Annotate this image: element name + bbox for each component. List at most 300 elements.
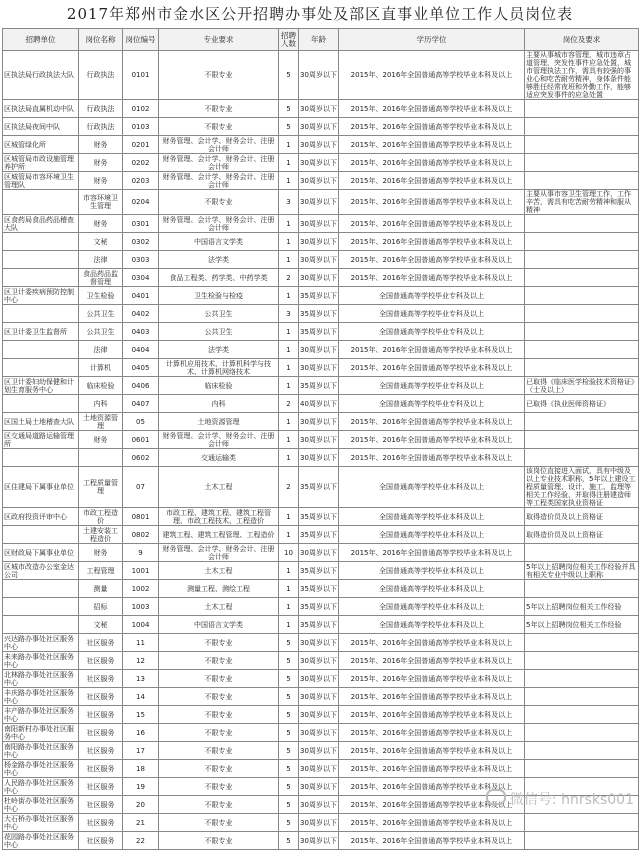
table-row bbox=[3, 580, 639, 598]
cell-major: 市政工程、建筑工程、建筑工程管理、市政工程技术、工程造价 bbox=[159, 508, 279, 526]
cell-age: 35周岁以下 bbox=[299, 616, 339, 634]
cell-education: 全国普通高等学校毕业本科及以上 bbox=[339, 467, 525, 508]
cell-education: 2015年、2016年全国普通高等学校毕业本科及以上 bbox=[339, 118, 525, 136]
cell-requirements bbox=[525, 251, 639, 269]
cell-age: 35周岁以下 bbox=[299, 562, 339, 580]
cell-requirements bbox=[525, 323, 639, 341]
cell-position: 财务 bbox=[79, 136, 123, 154]
cell-age: 30周岁以下 bbox=[299, 634, 339, 652]
cell-major: 不限专业 bbox=[159, 796, 279, 814]
cell-position: 测量 bbox=[79, 580, 123, 598]
col-header-unit: 招聘单位 bbox=[3, 29, 79, 51]
cell-count: 5 bbox=[279, 814, 299, 832]
cell-requirements bbox=[525, 215, 639, 233]
cell-requirements: 取得造价员及以上资格证 bbox=[525, 508, 639, 526]
cell-count: 5 bbox=[279, 742, 299, 760]
cell-education: 2015年、2016年全国普通高等学校毕业本科及以上 bbox=[339, 544, 525, 562]
cell-age: 30周岁以下 bbox=[299, 136, 339, 154]
cell-count: 1 bbox=[279, 377, 299, 395]
cell-unit: 花园路办事处社区服务中心 bbox=[3, 832, 79, 850]
cell-count: 2 bbox=[279, 395, 299, 413]
table-row bbox=[3, 215, 639, 233]
cell-requirements bbox=[525, 670, 639, 688]
cell-age: 30周岁以下 bbox=[299, 652, 339, 670]
cell-unit: 区财政局下属事业单位 bbox=[3, 544, 79, 562]
table-row bbox=[3, 706, 639, 724]
cell-education: 2015年、2016年全国普通高等学校毕业本科及以上 bbox=[339, 832, 525, 850]
cell-unit: 区城管局市容环境卫生管理队 bbox=[3, 172, 79, 190]
cell-count: 3 bbox=[279, 305, 299, 323]
table-row bbox=[3, 323, 639, 341]
table-row bbox=[3, 359, 639, 377]
cell-code: 0204 bbox=[123, 190, 159, 215]
cell-unit: 杜岭街办事处社区服务中心 bbox=[3, 796, 79, 814]
cell-count: 1 bbox=[279, 431, 299, 449]
cell-major: 财务管理、会计学、财务会计、注册会计师 bbox=[159, 172, 279, 190]
cell-major: 法学类 bbox=[159, 251, 279, 269]
cell-code: 15 bbox=[123, 706, 159, 724]
table-row bbox=[3, 670, 639, 688]
cell-requirements bbox=[525, 100, 639, 118]
cell-unit: 区住建局下属事业单位 bbox=[3, 467, 79, 508]
cell-requirements bbox=[525, 634, 639, 652]
cell-position: 公共卫生 bbox=[79, 305, 123, 323]
cell-unit: 区城管绿化所 bbox=[3, 136, 79, 154]
cell-unit bbox=[3, 251, 79, 269]
cell-major: 不限专业 bbox=[159, 652, 279, 670]
cell-requirements: 该岗位直接进入面试，具有中级及以上专业技术职称，5年以上建设工程质量管理、设计、施工、监理等相关工作经验，并取得注册建造师等工程类国家执业资格证 bbox=[525, 467, 639, 508]
cell-code: 14 bbox=[123, 688, 159, 706]
cell-requirements: 主要从事城市容管理，城市违章占道管理，突发性事件应急处置，城市管理执法工作，需具有较强的事业心和吃苦耐劳精神，身体条件能够胜任经常夜班和外勤工作，能够适应突发事件的应急处置 bbox=[525, 51, 639, 100]
cell-requirements bbox=[525, 154, 639, 172]
cell-unit: 区卫计委卫生监督所 bbox=[3, 323, 79, 341]
cell-count: 1 bbox=[279, 172, 299, 190]
table-row bbox=[3, 832, 639, 850]
cell-age: 35周岁以下 bbox=[299, 305, 339, 323]
cell-age: 30周岁以下 bbox=[299, 670, 339, 688]
cell-major: 不限专业 bbox=[159, 760, 279, 778]
cell-position: 市容环境卫生管理 bbox=[79, 190, 123, 215]
cell-major: 公共卫生 bbox=[159, 323, 279, 341]
cell-code: 07 bbox=[123, 467, 159, 508]
cell-unit bbox=[3, 305, 79, 323]
col-header-count: 招聘人数 bbox=[279, 29, 299, 51]
table-row bbox=[3, 413, 639, 431]
table-row bbox=[3, 814, 639, 832]
cell-requirements bbox=[525, 287, 639, 305]
cell-education: 2015年、2016年全国普通高等学校毕业本科及以上 bbox=[339, 706, 525, 724]
table-row bbox=[3, 526, 639, 544]
cell-unit bbox=[3, 190, 79, 215]
cell-major: 财务管理、会计学、财务会计、注册会计师 bbox=[159, 154, 279, 172]
cell-education: 2015年、2016年全国普通高等学校毕业本科及以上 bbox=[339, 670, 525, 688]
cell-code: 0304 bbox=[123, 269, 159, 287]
table-header-row bbox=[3, 29, 639, 51]
cell-code: 0404 bbox=[123, 341, 159, 359]
page-title: 2017年郑州市金水区公开招聘办事处及部区直事业单位工作人员岗位表 bbox=[66, 5, 574, 23]
cell-count: 5 bbox=[279, 51, 299, 100]
cell-unit: 北林路办事处社区服务中心 bbox=[3, 670, 79, 688]
cell-requirements: 5年以上招聘岗位相关工作经验并具有相关专业中级以上职称 bbox=[525, 562, 639, 580]
cell-count: 5 bbox=[279, 652, 299, 670]
cell-education: 2015年、2016年全国普通高等学校毕业本科及以上 bbox=[339, 251, 525, 269]
cell-count: 1 bbox=[279, 526, 299, 544]
cell-education: 2015年、2016年全国普通高等学校毕业本科及以上 bbox=[339, 634, 525, 652]
cell-age: 35周岁以下 bbox=[299, 508, 339, 526]
cell-education: 2015年、2016年全国普通高等学校毕业本科及以上 bbox=[339, 100, 525, 118]
cell-position: 行政执法 bbox=[79, 118, 123, 136]
cell-major: 食品工程类、药学类、中药学类 bbox=[159, 269, 279, 287]
table-row bbox=[3, 51, 639, 100]
cell-requirements bbox=[525, 359, 639, 377]
cell-age: 40周岁以下 bbox=[299, 395, 339, 413]
cell-requirements bbox=[525, 742, 639, 760]
cell-age: 30周岁以下 bbox=[299, 544, 339, 562]
cell-position: 卫生检验 bbox=[79, 287, 123, 305]
cell-unit: 区交通局道路运输管理所 bbox=[3, 431, 79, 449]
cell-education: 2015年、2016年全国普通高等学校毕业本科及以上 bbox=[339, 136, 525, 154]
cell-position: 法律 bbox=[79, 341, 123, 359]
cell-unit: 区国土局土地稽查大队 bbox=[3, 413, 79, 431]
cell-code: 1002 bbox=[123, 580, 159, 598]
cell-age: 30周岁以下 bbox=[299, 449, 339, 467]
cell-major: 土木工程 bbox=[159, 562, 279, 580]
cell-requirements bbox=[525, 172, 639, 190]
cell-code: 0402 bbox=[123, 305, 159, 323]
table-row bbox=[3, 136, 639, 154]
table-row bbox=[3, 233, 639, 251]
cell-education: 全国普通高等学校毕业本科及以上 bbox=[339, 598, 525, 616]
cell-code: 0401 bbox=[123, 287, 159, 305]
table-row bbox=[3, 377, 639, 395]
cell-code: 1001 bbox=[123, 562, 159, 580]
cell-code: 1003 bbox=[123, 598, 159, 616]
cell-major: 交通运输类 bbox=[159, 449, 279, 467]
cell-education: 2015年、2016年全国普通高等学校毕业本科及以上 bbox=[339, 814, 525, 832]
table-row bbox=[3, 341, 639, 359]
table-row bbox=[3, 269, 639, 287]
table-row bbox=[3, 395, 639, 413]
cell-major: 不限专业 bbox=[159, 634, 279, 652]
table-row bbox=[3, 760, 639, 778]
cell-education: 2015年、2016年全国普通高等学校毕业本科及以上 bbox=[339, 413, 525, 431]
cell-position: 社区服务 bbox=[79, 670, 123, 688]
cell-major: 不限专业 bbox=[159, 688, 279, 706]
cell-requirements bbox=[525, 233, 639, 251]
cell-education: 全国普通高等学校毕业专科及以上 bbox=[339, 323, 525, 341]
col-header-requirements: 岗位及要求 bbox=[525, 29, 639, 51]
cell-position: 土地资源管理 bbox=[79, 413, 123, 431]
cell-major: 土地资源管理 bbox=[159, 413, 279, 431]
cell-education: 2015年、2016年全国普通高等学校毕业本科及以上 bbox=[339, 215, 525, 233]
cell-education: 2015年、2016年全国普通高等学校毕业本科及以上 bbox=[339, 51, 525, 100]
table-body bbox=[3, 51, 639, 850]
cell-count: 5 bbox=[279, 100, 299, 118]
cell-education: 全国普通高等学校毕业专科及以上 bbox=[339, 395, 525, 413]
cell-unit bbox=[3, 449, 79, 467]
cell-unit bbox=[3, 233, 79, 251]
cell-education: 2015年、2016年全国普通高等学校毕业本科及以上 bbox=[339, 431, 525, 449]
cell-code: 13 bbox=[123, 670, 159, 688]
cell-position: 财务 bbox=[79, 154, 123, 172]
cell-count: 1 bbox=[279, 136, 299, 154]
cell-code: 9 bbox=[123, 544, 159, 562]
cell-position: 行政执法 bbox=[79, 51, 123, 100]
cell-age: 30周岁以下 bbox=[299, 688, 339, 706]
cell-age: 35周岁以下 bbox=[299, 323, 339, 341]
cell-major: 财务管理、会计学、财务会计、注册会计师 bbox=[159, 544, 279, 562]
cell-position: 社区服务 bbox=[79, 634, 123, 652]
cell-count: 1 bbox=[279, 233, 299, 251]
cell-position bbox=[79, 449, 123, 467]
cell-education: 2015年、2016年全国普通高等学校毕业本科及以上 bbox=[339, 449, 525, 467]
cell-count: 1 bbox=[279, 508, 299, 526]
cell-position: 法律 bbox=[79, 251, 123, 269]
cell-major: 不限专业 bbox=[159, 832, 279, 850]
cell-code: 12 bbox=[123, 652, 159, 670]
cell-age: 30周岁以下 bbox=[299, 413, 339, 431]
cell-education: 全国普通高等学校毕业专科及以上 bbox=[339, 305, 525, 323]
cell-code: 16 bbox=[123, 724, 159, 742]
cell-unit: 大石桥办事处社区服务中心 bbox=[3, 814, 79, 832]
positions-table bbox=[2, 28, 639, 850]
cell-unit: 区政府投资评审中心 bbox=[3, 508, 79, 526]
cell-age: 30周岁以下 bbox=[299, 742, 339, 760]
cell-age: 30周岁以下 bbox=[299, 341, 339, 359]
cell-requirements bbox=[525, 652, 639, 670]
cell-education: 全国普通高等学校毕业本科及以上 bbox=[339, 580, 525, 598]
cell-requirements bbox=[525, 832, 639, 850]
cell-education: 2015年、2016年全国普通高等学校毕业本科及以上 bbox=[339, 724, 525, 742]
cell-age: 35周岁以下 bbox=[299, 467, 339, 508]
col-header-code: 岗位编号 bbox=[123, 29, 159, 51]
table-row bbox=[3, 449, 639, 467]
col-header-position: 岗位名称 bbox=[79, 29, 123, 51]
table-row bbox=[3, 305, 639, 323]
cell-major: 不限专业 bbox=[159, 670, 279, 688]
cell-count: 5 bbox=[279, 796, 299, 814]
cell-unit bbox=[3, 269, 79, 287]
table-row bbox=[3, 118, 639, 136]
table-row bbox=[3, 688, 639, 706]
cell-major: 土木工程 bbox=[159, 467, 279, 508]
cell-position: 财务 bbox=[79, 172, 123, 190]
cell-code: 0407 bbox=[123, 395, 159, 413]
cell-unit: 人民路办事处社区服务中心 bbox=[3, 778, 79, 796]
cell-age: 30周岁以下 bbox=[299, 269, 339, 287]
cell-unit: 区城管局市政设施管理养护所 bbox=[3, 154, 79, 172]
watermark-text: 微信号: hnrsks001 bbox=[509, 792, 634, 808]
cell-code: 18 bbox=[123, 760, 159, 778]
cell-unit: 区执法局行政执法大队 bbox=[3, 51, 79, 100]
cell-education: 全国普通高等学校毕业专科及以上 bbox=[339, 377, 525, 395]
cell-position: 临床检验 bbox=[79, 377, 123, 395]
cell-requirements bbox=[525, 544, 639, 562]
cell-requirements bbox=[525, 760, 639, 778]
table-row bbox=[3, 100, 639, 118]
cell-age: 35周岁以下 bbox=[299, 598, 339, 616]
cell-position: 社区服务 bbox=[79, 724, 123, 742]
cell-major: 土木工程 bbox=[159, 598, 279, 616]
cell-position: 工程质量管理 bbox=[79, 467, 123, 508]
cell-requirements: 5年以上招聘岗位相关工作经验 bbox=[525, 598, 639, 616]
cell-count: 1 bbox=[279, 154, 299, 172]
cell-count: 1 bbox=[279, 449, 299, 467]
cell-education: 2015年、2016年全国普通高等学校毕业本科及以上 bbox=[339, 190, 525, 215]
cell-major: 不限专业 bbox=[159, 51, 279, 100]
cell-position: 文秘 bbox=[79, 233, 123, 251]
cell-major: 财务管理、会计学、财务会计、注册会计师 bbox=[159, 431, 279, 449]
cell-education: 全国普通高等学校毕业本科及以上 bbox=[339, 562, 525, 580]
cell-major: 不限专业 bbox=[159, 814, 279, 832]
cell-code: 0203 bbox=[123, 172, 159, 190]
cell-age: 30周岁以下 bbox=[299, 100, 339, 118]
cell-requirements bbox=[525, 413, 639, 431]
table-row bbox=[3, 190, 639, 215]
cell-code: 0602 bbox=[123, 449, 159, 467]
wechat-icon bbox=[486, 789, 506, 805]
table-row bbox=[3, 562, 639, 580]
cell-unit bbox=[3, 616, 79, 634]
cell-code: 0301 bbox=[123, 215, 159, 233]
cell-education: 全国普通高等学校毕业本科及以上 bbox=[339, 508, 525, 526]
cell-position: 社区服务 bbox=[79, 796, 123, 814]
table-row bbox=[3, 467, 639, 508]
cell-code: 05 bbox=[123, 413, 159, 431]
cell-unit: 区执法局直属机动中队 bbox=[3, 100, 79, 118]
cell-count: 5 bbox=[279, 724, 299, 742]
cell-code: 0406 bbox=[123, 377, 159, 395]
cell-education: 2015年、2016年全国普通高等学校毕业本科及以上 bbox=[339, 652, 525, 670]
cell-age: 35周岁以下 bbox=[299, 580, 339, 598]
cell-unit: 杨金路办事处社区服务中心 bbox=[3, 760, 79, 778]
cell-unit: 区卫计委疾病预防控制中心 bbox=[3, 287, 79, 305]
cell-count: 5 bbox=[279, 670, 299, 688]
cell-position: 社区服务 bbox=[79, 814, 123, 832]
cell-position: 招标 bbox=[79, 598, 123, 616]
cell-education: 全国普通高等学校毕业专科及以上 bbox=[339, 287, 525, 305]
cell-position: 市政工程造价 bbox=[79, 508, 123, 526]
cell-age: 30周岁以下 bbox=[299, 796, 339, 814]
cell-unit: 丰产路办事处社区服务中心 bbox=[3, 706, 79, 724]
cell-code: 1004 bbox=[123, 616, 159, 634]
cell-education: 2015年、2016年全国普通高等学校毕业本科及以上 bbox=[339, 269, 525, 287]
cell-age: 30周岁以下 bbox=[299, 778, 339, 796]
cell-count: 5 bbox=[279, 118, 299, 136]
cell-unit: 区卫计委妇幼保健和计划生育服务中心 bbox=[3, 377, 79, 395]
table-container bbox=[2, 28, 638, 849]
table-row bbox=[3, 616, 639, 634]
cell-education: 2015年、2016年全国普通高等学校毕业本科及以上 bbox=[339, 742, 525, 760]
cell-unit bbox=[3, 341, 79, 359]
cell-requirements bbox=[525, 688, 639, 706]
cell-position: 文秘 bbox=[79, 616, 123, 634]
cell-unit: 南阳路办事处社区服务中心 bbox=[3, 742, 79, 760]
cell-major: 不限专业 bbox=[159, 724, 279, 742]
cell-position: 公共卫生 bbox=[79, 323, 123, 341]
cell-count: 1 bbox=[279, 413, 299, 431]
cell-age: 30周岁以下 bbox=[299, 760, 339, 778]
cell-code: 0202 bbox=[123, 154, 159, 172]
cell-age: 35周岁以下 bbox=[299, 526, 339, 544]
cell-major: 不限专业 bbox=[159, 190, 279, 215]
cell-count: 2 bbox=[279, 269, 299, 287]
cell-major: 测量工程、测绘工程 bbox=[159, 580, 279, 598]
cell-requirements bbox=[525, 814, 639, 832]
cell-education: 2015年、2016年全国普通高等学校毕业本科及以上 bbox=[339, 233, 525, 251]
cell-major: 不限专业 bbox=[159, 778, 279, 796]
cell-requirements bbox=[525, 341, 639, 359]
cell-major: 公共卫生 bbox=[159, 305, 279, 323]
cell-age: 35周岁以下 bbox=[299, 287, 339, 305]
cell-position: 财务 bbox=[79, 544, 123, 562]
cell-requirements bbox=[525, 580, 639, 598]
cell-age: 30周岁以下 bbox=[299, 51, 339, 100]
cell-unit: 丰庆路办事处社区服务中心 bbox=[3, 688, 79, 706]
cell-major: 不限专业 bbox=[159, 118, 279, 136]
table-row bbox=[3, 251, 639, 269]
cell-age: 30周岁以下 bbox=[299, 215, 339, 233]
cell-code: 0101 bbox=[123, 51, 159, 100]
cell-unit bbox=[3, 395, 79, 413]
cell-unit: 未来路办事处社区服务中心 bbox=[3, 652, 79, 670]
cell-unit: 南阳新村办事处社区服务中心 bbox=[3, 724, 79, 742]
col-header-age: 年龄 bbox=[299, 29, 339, 51]
cell-age: 30周岁以下 bbox=[299, 724, 339, 742]
cell-position: 食品药品监督管理 bbox=[79, 269, 123, 287]
cell-code: 0201 bbox=[123, 136, 159, 154]
cell-unit bbox=[3, 526, 79, 544]
table-row bbox=[3, 652, 639, 670]
cell-count: 5 bbox=[279, 688, 299, 706]
cell-age: 30周岁以下 bbox=[299, 251, 339, 269]
cell-code: 0802 bbox=[123, 526, 159, 544]
table-row bbox=[3, 544, 639, 562]
cell-education: 全国普通高等学校毕业本科及以上 bbox=[339, 616, 525, 634]
cell-code: 0103 bbox=[123, 118, 159, 136]
cell-count: 5 bbox=[279, 706, 299, 724]
cell-major: 中国语言文学类 bbox=[159, 616, 279, 634]
cell-education: 2015年、2016年全国普通高等学校毕业本科及以上 bbox=[339, 688, 525, 706]
cell-position: 社区服务 bbox=[79, 688, 123, 706]
cell-age: 30周岁以下 bbox=[299, 359, 339, 377]
cell-age: 30周岁以下 bbox=[299, 233, 339, 251]
cell-code: 0801 bbox=[123, 508, 159, 526]
cell-count: 1 bbox=[279, 562, 299, 580]
cell-major: 法学类 bbox=[159, 341, 279, 359]
cell-code: 11 bbox=[123, 634, 159, 652]
table-row bbox=[3, 742, 639, 760]
cell-major: 不限专业 bbox=[159, 742, 279, 760]
cell-education: 2015年、2016年全国普通高等学校毕业本科及以上 bbox=[339, 154, 525, 172]
cell-unit bbox=[3, 580, 79, 598]
watermark bbox=[486, 789, 634, 809]
cell-count: 1 bbox=[279, 580, 299, 598]
cell-count: 2 bbox=[279, 467, 299, 508]
cell-position: 财务 bbox=[79, 215, 123, 233]
cell-major: 财务管理、会计学、财务会计、注册会计师 bbox=[159, 215, 279, 233]
cell-age: 30周岁以下 bbox=[299, 118, 339, 136]
cell-count: 1 bbox=[279, 323, 299, 341]
cell-requirements bbox=[525, 136, 639, 154]
cell-unit bbox=[3, 359, 79, 377]
cell-requirements: 已取得《临床医学检验技术资格证》（士及以上） bbox=[525, 377, 639, 395]
cell-requirements bbox=[525, 706, 639, 724]
cell-position: 财务 bbox=[79, 431, 123, 449]
cell-requirements: 5年以上招聘岗位相关工作经验 bbox=[525, 616, 639, 634]
cell-position: 内科 bbox=[79, 395, 123, 413]
cell-position: 计算机 bbox=[79, 359, 123, 377]
